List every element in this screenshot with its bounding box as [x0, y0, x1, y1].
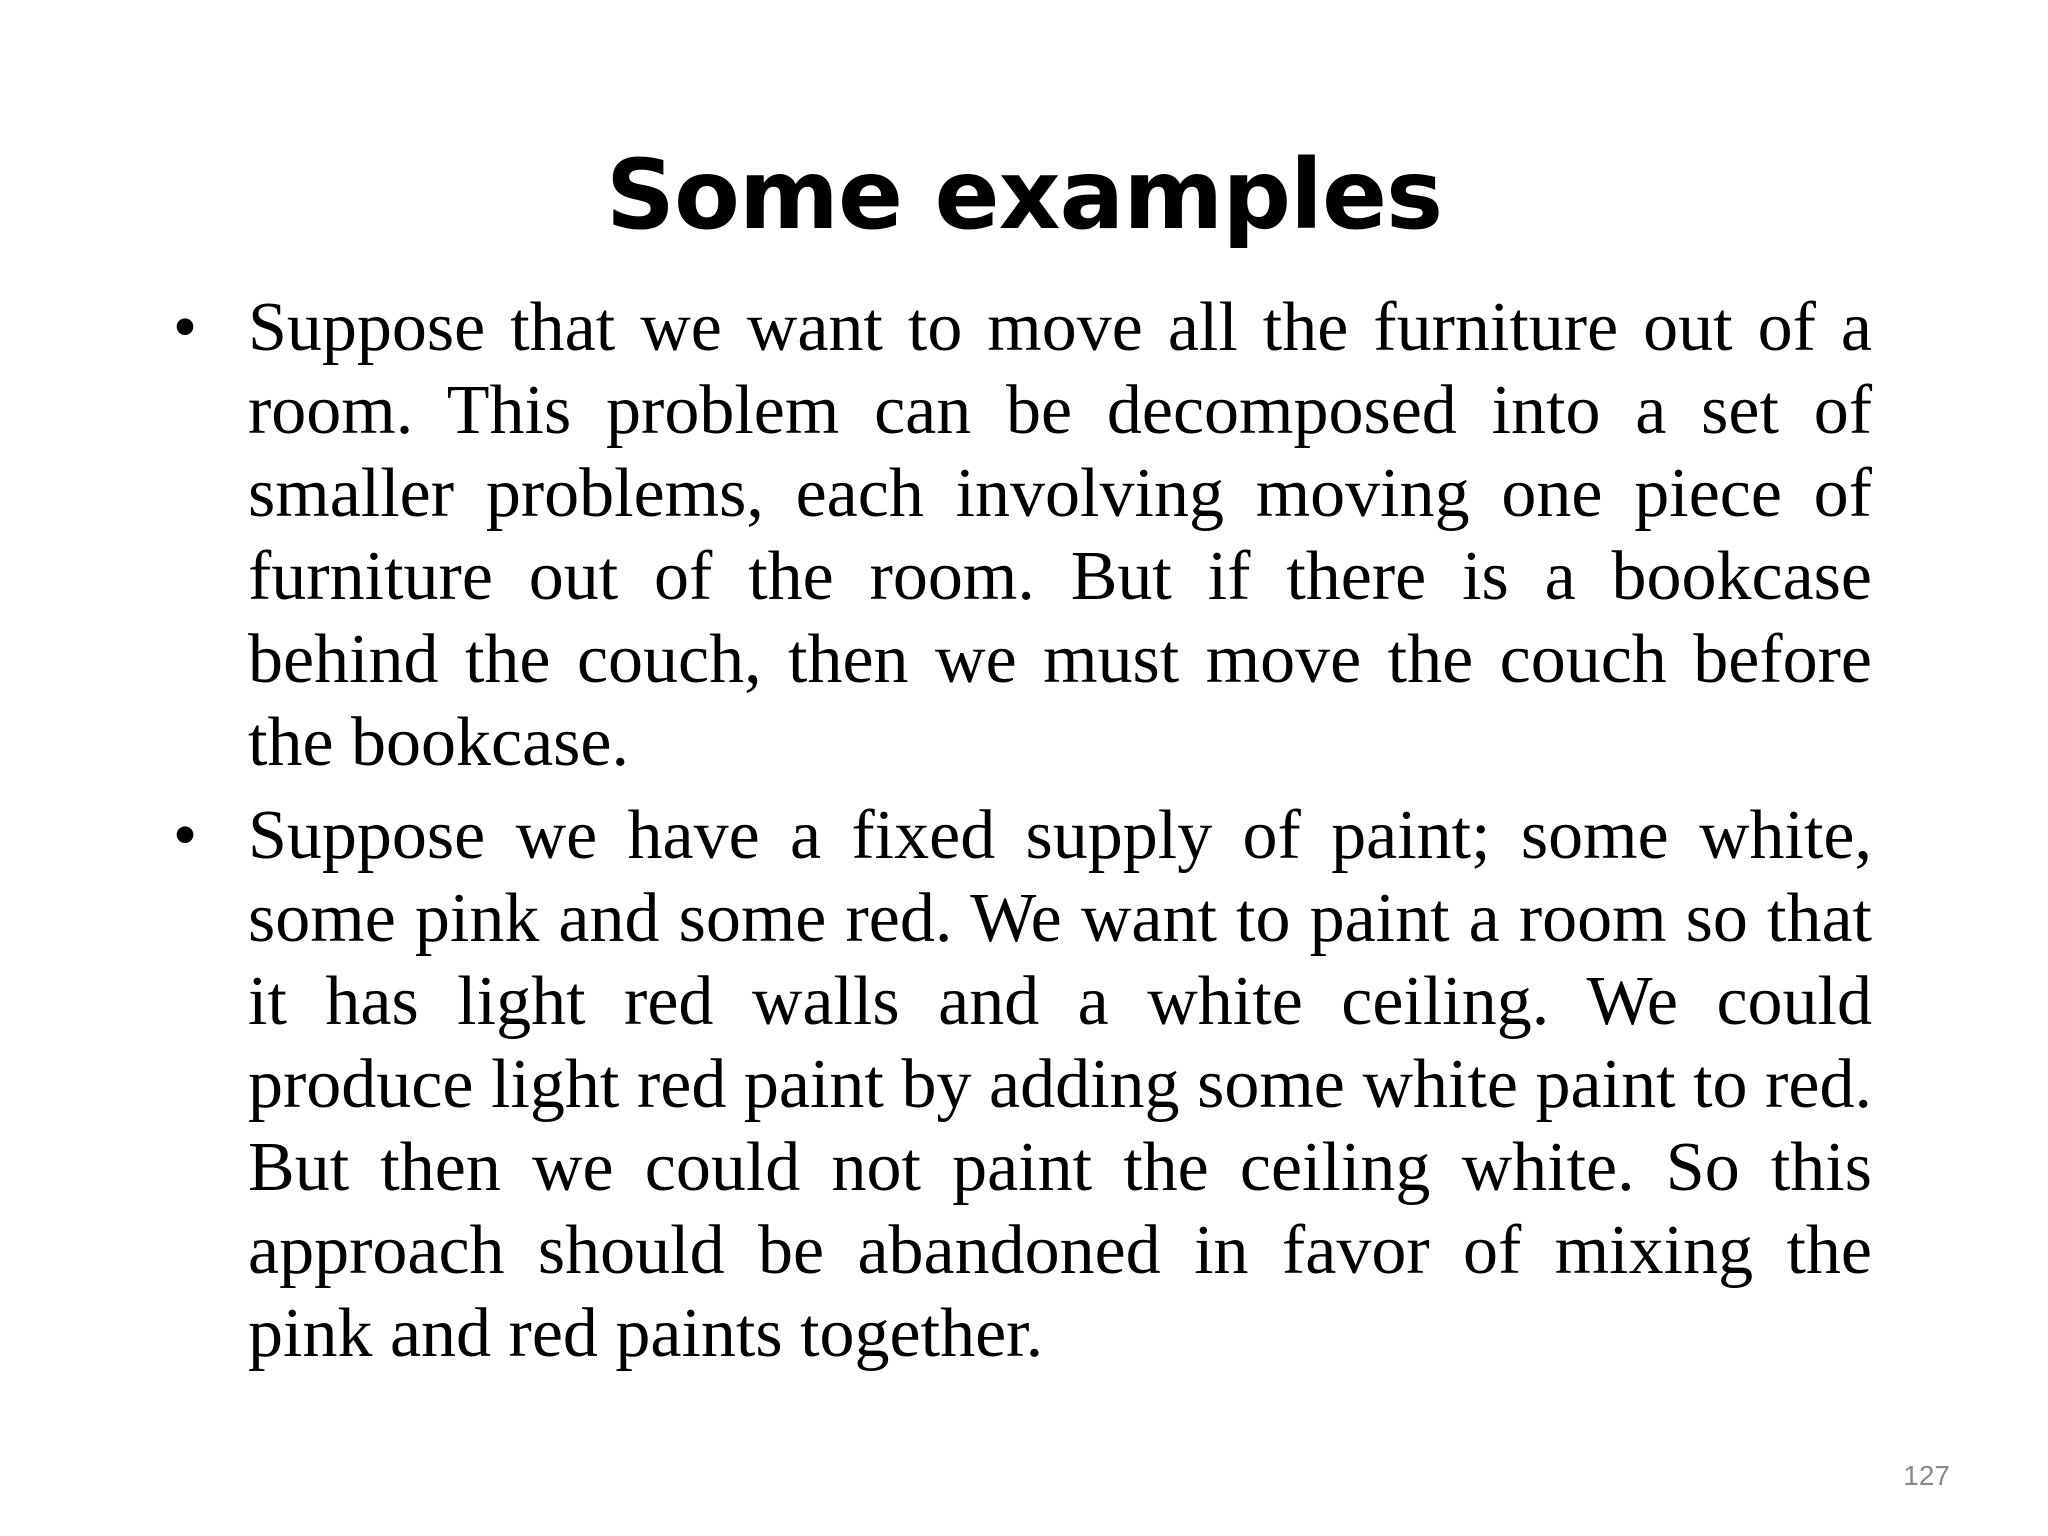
page-number: 127	[1903, 1460, 1950, 1491]
bullet-marker: •	[172, 289, 198, 366]
bullet-text-paint: Suppose we have a fixed supply of paint; some white, some pink and some red. We want to paint a room so that it has light red walls and a white ceiling. We could produce light red paint by adding some white paint to red. But then we could not paint the ceiling white. So this approach should be abandoned in favor of mixing the pink and red paints together.	[248, 797, 1872, 1372]
bullet-text-furniture: Suppose that we want to move all the furniture out of a room. This problem can be decomposed into a set of smaller problems, each involving moving one piece of furniture out of the room. But if there is a bookcase behind the couch, then we must move the couch before the bookcase.	[248, 289, 1872, 781]
slide-title: Some examples	[605, 139, 1443, 251]
bullet-marker: •	[172, 797, 198, 874]
bullet-list	[160, 286, 1872, 1385]
bullet-item-furniture	[160, 286, 1872, 784]
bullet-item-paint	[160, 794, 1872, 1375]
